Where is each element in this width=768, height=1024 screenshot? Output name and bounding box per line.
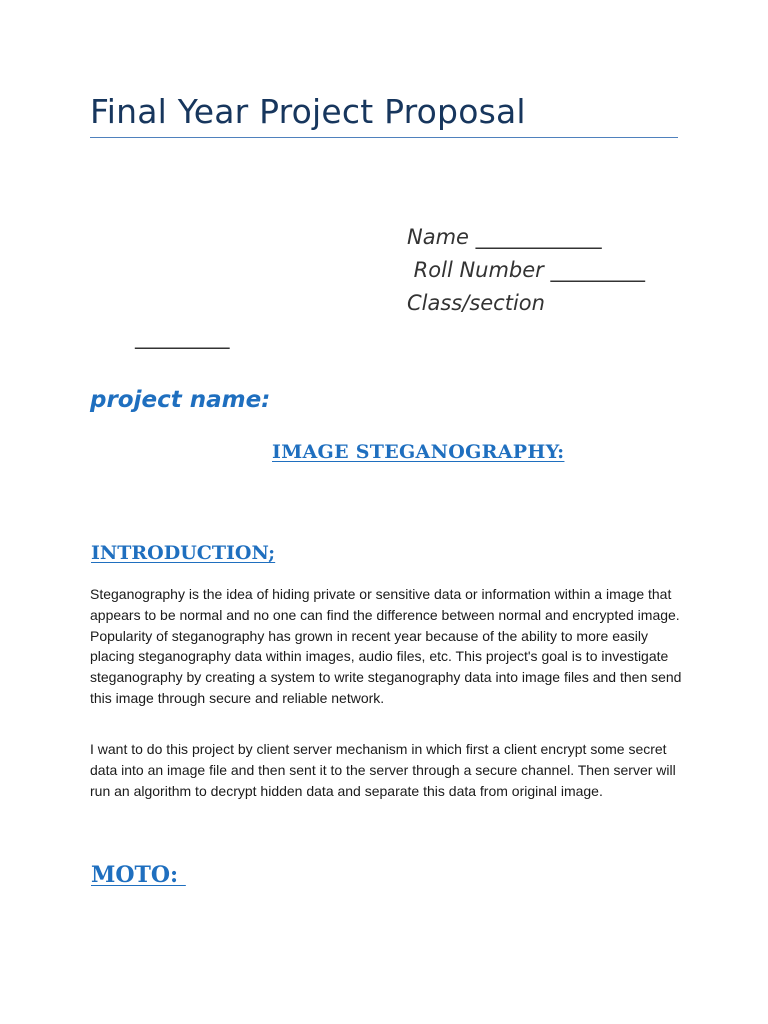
project-title: IMAGE STEGANOGRAPHY: bbox=[272, 441, 565, 463]
introduction-heading: INTRODUCTION; bbox=[91, 542, 276, 564]
document-title: Final Year Project Proposal bbox=[90, 92, 526, 131]
project-name-label: project name: bbox=[90, 387, 271, 413]
class-section-line: Class/section bbox=[407, 291, 545, 315]
moto-heading: MOTO: bbox=[91, 862, 186, 888]
class-section-blank: _________ bbox=[135, 325, 230, 349]
roll-number-line: Roll Number _________ bbox=[407, 258, 645, 282]
title-underline-rule bbox=[90, 137, 678, 138]
introduction-paragraph-1: Steganography is the idea of hiding private or sensitive data or information within a image that appears to be normal and no one can find the difference between normal and encrypted image. Popularity of steganography has grown in recent year because of the ability to more easily placing steganography data within images, audio files, etc. This project's goal is to investigate steganography by creating a system to write steganography data into image files and then send this image through secure and reliable network. bbox=[90, 586, 682, 706]
student-name-line: Name ____________ bbox=[407, 225, 602, 249]
introduction-paragraph-2: I want to do this project by client server mechanism in which first a client encrypt some secret data into an image file and then sent it to the server through a secure channel. Then server will run an algorithm to decrypt hidden data and separate this data from original image. bbox=[90, 741, 676, 799]
